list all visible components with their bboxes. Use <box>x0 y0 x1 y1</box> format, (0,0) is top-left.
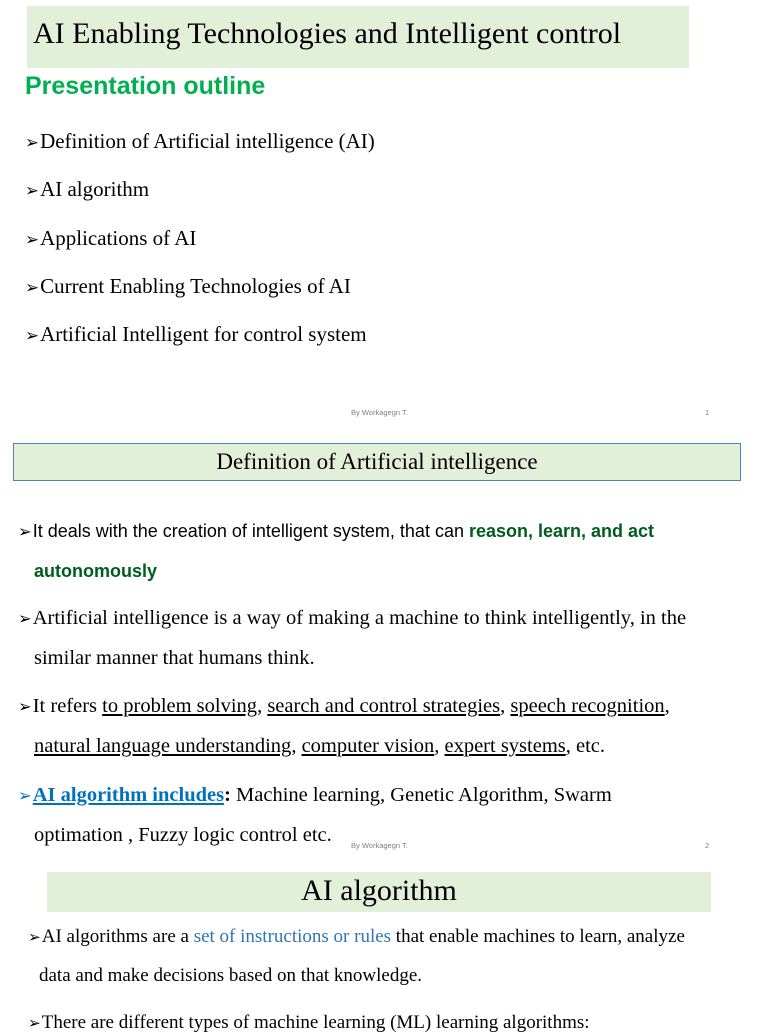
slide2-title: Definition of Artificial intelligence <box>216 449 538 474</box>
bullet-refers: ➢It refers to problem solving, search and control strategies, speech recognition, <box>18 695 670 717</box>
arrow-bullet-icon: ➢ <box>28 1014 41 1032</box>
outline-item: ➢AI algorithm <box>25 177 150 201</box>
bullet-creation: ➢It deals with the creation of intelligent system, that can reason, learn, and act <box>18 521 655 541</box>
bullet-definition: ➢Artificial intelligence is a way of making a machine to think intelligently, in the <box>18 607 687 629</box>
bullet-algorithm-includes-cont: optimation , Fuzzy logic control etc. <box>34 824 332 846</box>
arrow-bullet-icon: ➢ <box>18 522 32 541</box>
bullet-creation-cont: autonomously <box>34 561 158 581</box>
outline-item: ➢Artificial Intelligent for control system <box>25 322 367 346</box>
ai-algorithm-link[interactable]: AI algorithm includes <box>32 784 225 806</box>
bullet-ml-types-partial: ➢There are different types of machine learning (ML) learning algorithms: <box>28 1012 590 1033</box>
bullet-definition-cont: similar manner that humans think. <box>34 647 315 669</box>
arrow-bullet-icon: ➢ <box>25 132 40 152</box>
bullet-refers-cont: natural language understanding, computer vision, expert systems, etc. <box>34 735 606 757</box>
arrow-bullet-icon: ➢ <box>25 229 40 249</box>
bullet-algorithm-includes: ➢AI algorithm includes: Machine learning, Genetic Algorithm, Swarm <box>18 784 612 806</box>
arrow-bullet-icon: ➢ <box>18 609 32 628</box>
bullet-ai-algorithms: ➢AI algorithms are a set of instructions or rules that enable machines to learn, analyze <box>28 926 685 947</box>
page-number: 2 <box>705 841 710 850</box>
arrow-bullet-icon: ➢ <box>18 786 32 805</box>
arrow-bullet-icon: ➢ <box>18 697 32 716</box>
arrow-bullet-icon: ➢ <box>25 277 40 297</box>
bullet-ai-algorithms-cont: data and make decisions based on that knowledge. <box>39 965 423 986</box>
arrow-bullet-icon: ➢ <box>25 325 40 345</box>
arrow-bullet-icon: ➢ <box>28 928 41 946</box>
outline-item: ➢Current Enabling Technologies of AI <box>25 274 351 298</box>
page-number: 1 <box>705 408 710 417</box>
slide1-title: AI Enabling Technologies and Intelligent control <box>33 17 622 50</box>
presentation-outline-heading: Presentation outline <box>25 72 266 100</box>
slide3-title: AI algorithm <box>301 874 457 907</box>
footer-author: By Workagegn T. <box>351 408 408 417</box>
outline-item: ➢Definition of Artificial intelligence (AI) <box>25 129 375 153</box>
footer-author: By Workagegn T. <box>351 841 408 850</box>
arrow-bullet-icon: ➢ <box>25 180 40 200</box>
outline-item: ➢Applications of AI <box>25 226 197 250</box>
